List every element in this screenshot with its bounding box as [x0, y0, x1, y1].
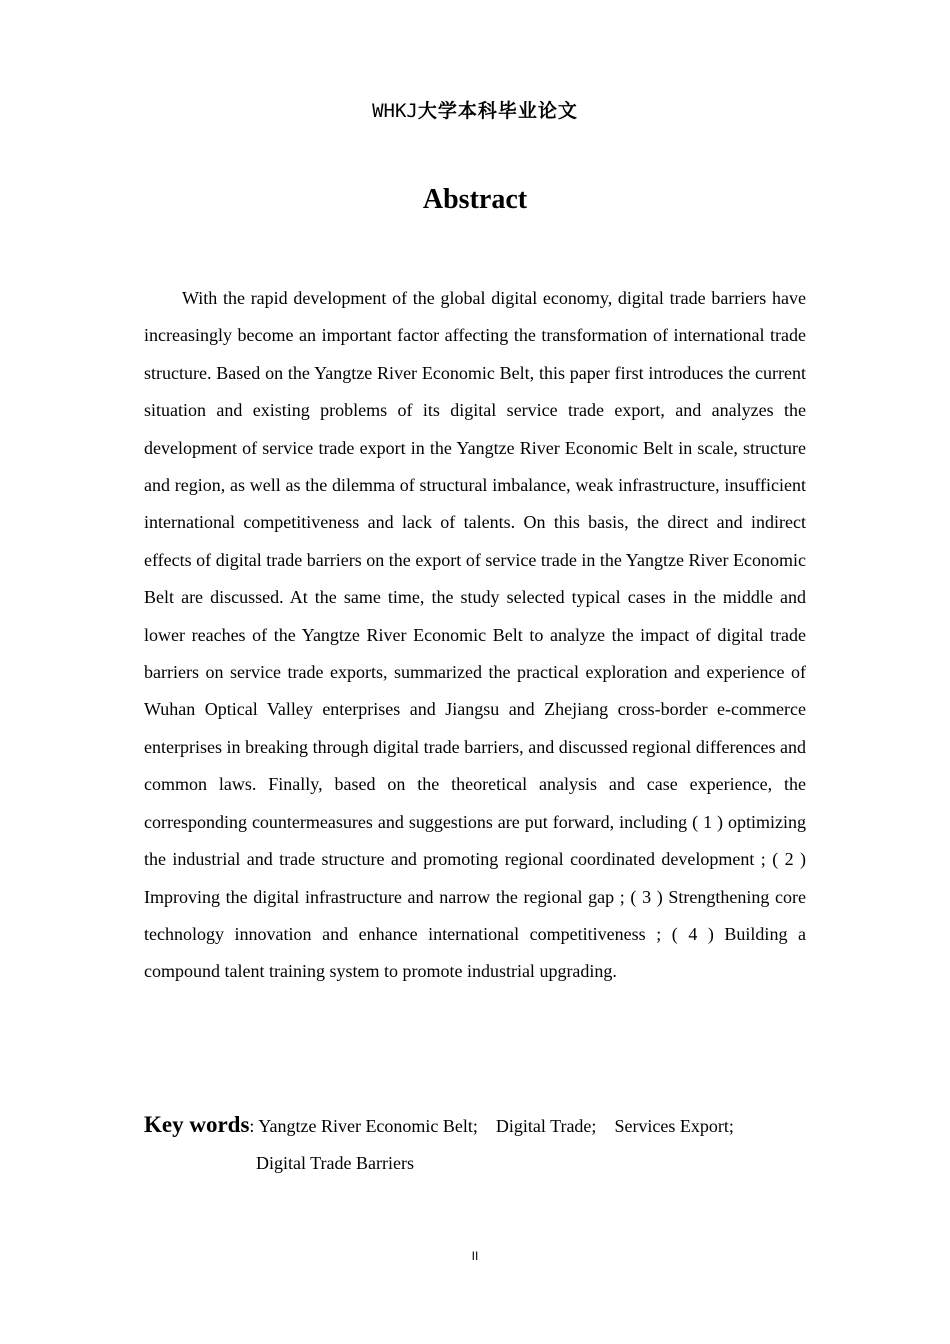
running-header	[0, 96, 950, 123]
keywords-line-1	[144, 1106, 806, 1145]
keywords-separator: :	[249, 1116, 255, 1136]
header-thesis-label: 大学本科毕业论文	[417, 100, 578, 122]
keyword-item: Digital Trade Barriers	[256, 1153, 414, 1173]
keywords-label: Key words	[144, 1112, 250, 1137]
header-institution-code: WHKJ	[372, 100, 418, 122]
keyword-item: Digital Trade;	[495, 1116, 597, 1136]
keywords-line-2	[144, 1145, 806, 1182]
page-title: Abstract	[422, 184, 528, 215]
abstract-body: With the rapid development of the global digital economy, digital trade barriers have increasingly become an important factor affecting the transformation of international trade structure. Based on the Yangtze River Economic Belt, this paper first introduces the current situation and existing problems of its digital service trade export, and analyzes the development of service trade export in the Yangtze River Economic Belt in scale, structure and region, as well as the dilemma of structural imbalance, weak infrastructure, insufficient international competitiveness and lack of talents. On this basis, the direct and indirect effects of digital trade barriers on the export of service trade in the Yangtze River Economic Belt are discussed. At the same time, the study selected typical cases in the middle and lower reaches of the Yangtze River Economic Belt to analyze the impact of digital trade barriers on service trade exports, summarized the practical exploration and experience of Wuhan Optical Valley enterprises and Jiangsu and Zhejiang cross-border e-commerce enterprises in breaking through digital trade barriers, and discussed regional differences and common laws. Finally, based on the theoretical analysis and case experience, the corresponding countermeasures and suggestions are put forward, including ( 1 ) optimizing the industrial and trade structure and promoting regional coordinated development ; ( 2 ) Improving the digital infrastructure and narrow the regional gap ; ( 3 ) Strengthening core technology innovation and enhance international competitiveness ; ( 4 ) Building a compound talent training system to promote industrial upgrading.	[144, 288, 806, 982]
keyword-item: Services Export;	[614, 1116, 734, 1136]
keywords-section	[144, 1106, 806, 1182]
keyword-item: Yangtze River Economic Belt;	[258, 1116, 478, 1136]
page-number: II	[471, 1249, 479, 1263]
